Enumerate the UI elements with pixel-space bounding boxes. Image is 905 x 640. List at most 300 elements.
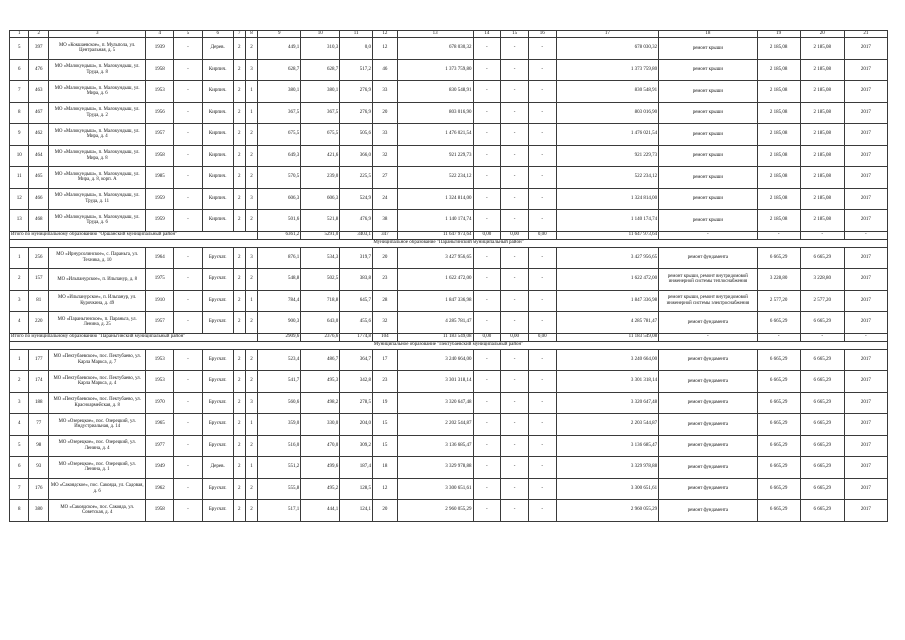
table-cell: 645,7 bbox=[340, 290, 373, 312]
table-cell: 8 bbox=[10, 102, 29, 124]
table-cell: 2 bbox=[233, 371, 245, 393]
table-row bbox=[10, 247, 888, 269]
table-cell: 2017 bbox=[844, 371, 887, 393]
table-cell: 188 bbox=[29, 392, 48, 414]
table-cell: 2 bbox=[245, 478, 257, 500]
table-cell: 524,9 bbox=[340, 188, 373, 210]
table-cell: 46 bbox=[373, 59, 398, 81]
table-cell: 2017 bbox=[844, 500, 887, 522]
address-cell: МО «Озерецкое», пос. Озерецкий, ул. Ленина, д. 4 bbox=[48, 435, 145, 457]
table-cell: 2017 bbox=[844, 59, 887, 81]
table-cell: 3 bbox=[10, 392, 29, 414]
table-row bbox=[10, 38, 888, 60]
table-cell: - bbox=[174, 392, 203, 414]
table-row bbox=[10, 59, 888, 81]
table-cell: 10 bbox=[10, 145, 29, 167]
table-cell: 6 665,29 bbox=[800, 500, 844, 522]
table-cell: 6 665,29 bbox=[800, 371, 844, 393]
table-cell: 2 bbox=[233, 38, 245, 60]
table-cell: - bbox=[501, 167, 529, 189]
table-cell: 560,6 bbox=[258, 392, 301, 414]
column-number-cell: 17 bbox=[556, 31, 659, 38]
table-cell: - bbox=[501, 371, 529, 393]
table-cell: 2 185,08 bbox=[757, 102, 800, 124]
table-cell: 2 bbox=[233, 349, 245, 371]
table-cell: 3 136 685,47 bbox=[397, 435, 473, 457]
table-cell: 2 bbox=[233, 435, 245, 457]
table-cell: 1959 bbox=[146, 188, 174, 210]
table-cell: 495,2 bbox=[301, 478, 340, 500]
table-cell: 5 bbox=[10, 38, 29, 60]
table-cell: 3 240 664,00 bbox=[397, 349, 473, 371]
total-label: Итого по муниципальному образованию "Параньгинский муниципальный район" bbox=[10, 333, 258, 341]
table-cell: 517,2 bbox=[340, 59, 373, 81]
table-cell: 2 185,08 bbox=[757, 210, 800, 232]
table-row bbox=[10, 210, 888, 232]
table-cell: - bbox=[174, 210, 203, 232]
table-cell: - bbox=[473, 210, 501, 232]
table-cell: 23 bbox=[373, 269, 398, 291]
table-cell: 517,1 bbox=[258, 500, 301, 522]
table-cell: 3 427 956,65 bbox=[556, 247, 659, 269]
table-cell: - bbox=[501, 124, 529, 146]
table-cell: 6 665,29 bbox=[757, 414, 800, 436]
table-cell: - bbox=[473, 81, 501, 103]
table-cell: - bbox=[473, 457, 501, 479]
table-cell: 6 bbox=[10, 457, 29, 479]
table-cell: 2017 bbox=[844, 392, 887, 414]
table-cell: 803 016,90 bbox=[397, 102, 473, 124]
table-cell: 628,7 bbox=[301, 59, 340, 81]
table-cell: 1958 bbox=[146, 59, 174, 81]
work-type-cell: ремонт крыши bbox=[659, 102, 757, 124]
work-type-cell: ремонт фундамента bbox=[659, 312, 757, 334]
table-cell: 157 bbox=[29, 269, 48, 291]
column-number-cell: 9 bbox=[258, 31, 301, 38]
table-cell: 124,1 bbox=[340, 500, 373, 522]
table-cell: - bbox=[501, 81, 529, 103]
table-cell: 2017 bbox=[844, 102, 887, 124]
total-cell: 0,00 bbox=[501, 231, 529, 239]
table-cell: 1958 bbox=[146, 145, 174, 167]
work-type-cell: ремонт крыши bbox=[659, 210, 757, 232]
table-cell: 6 665,29 bbox=[800, 457, 844, 479]
table-cell: 6 665,29 bbox=[757, 371, 800, 393]
work-type-cell: ремонт фундамента bbox=[659, 435, 757, 457]
table-cell: 32 bbox=[373, 312, 398, 334]
work-type-cell: ремонт крыши bbox=[659, 38, 757, 60]
table-cell: - bbox=[528, 371, 556, 393]
table-cell: - bbox=[174, 59, 203, 81]
table-cell: 383,8 bbox=[340, 269, 373, 291]
table-cell: 187,4 bbox=[340, 457, 373, 479]
address-cell: МО «Параньгинское», п. Параньга, ул. Ленина, д. 25 bbox=[48, 312, 145, 334]
table-cell: 2017 bbox=[844, 435, 887, 457]
table-cell: 6 665,29 bbox=[757, 435, 800, 457]
table-cell: 20 bbox=[373, 500, 398, 522]
table-cell: - bbox=[473, 414, 501, 436]
table-cell: 367,5 bbox=[301, 102, 340, 124]
total-cell: 2376,6 bbox=[301, 333, 340, 341]
table-cell: 2 bbox=[233, 269, 245, 291]
table-cell: 455,6 bbox=[340, 312, 373, 334]
work-type-cell: ремонт фундамента bbox=[659, 500, 757, 522]
table-cell: 467 bbox=[29, 102, 48, 124]
table-cell: 13 bbox=[10, 210, 29, 232]
table-cell: 2 185,08 bbox=[800, 59, 844, 81]
table-cell: 319,7 bbox=[340, 247, 373, 269]
table-cell: Кирпич. bbox=[202, 145, 233, 167]
table-cell: 830 548,91 bbox=[397, 81, 473, 103]
table-cell: 2017 bbox=[844, 188, 887, 210]
table-cell: 2 bbox=[233, 500, 245, 522]
table-cell: 486,7 bbox=[301, 349, 340, 371]
total-cell: 11 183 549,08 bbox=[397, 333, 473, 341]
table-row bbox=[10, 269, 888, 291]
table-cell: 6 665,29 bbox=[757, 247, 800, 269]
table-cell: 1 bbox=[10, 349, 29, 371]
table-cell: 2 bbox=[233, 59, 245, 81]
total-label: Итого по муниципальному образованию "Оршанский муниципальный район" bbox=[10, 231, 258, 239]
table-cell: 6 665,29 bbox=[800, 312, 844, 334]
table-cell: 15 bbox=[373, 435, 398, 457]
table-cell: 1975 bbox=[146, 269, 174, 291]
table-row bbox=[10, 435, 888, 457]
table-cell: - bbox=[528, 435, 556, 457]
table-cell: 380,1 bbox=[301, 81, 340, 103]
table-cell: 93 bbox=[29, 457, 48, 479]
table-cell: - bbox=[528, 188, 556, 210]
table-row bbox=[10, 102, 888, 124]
table-cell: - bbox=[501, 435, 529, 457]
table-cell: Кирпич. bbox=[202, 210, 233, 232]
total-cell: - bbox=[844, 333, 887, 341]
table-cell: 3 301 318,14 bbox=[397, 371, 473, 393]
table-cell: 501,6 bbox=[258, 210, 301, 232]
table-cell: 675,5 bbox=[258, 124, 301, 146]
work-type-cell: ремонт фундамента bbox=[659, 371, 757, 393]
total-cell: 1774,8 bbox=[340, 333, 373, 341]
table-cell: 2 bbox=[233, 247, 245, 269]
table-cell: 98 bbox=[29, 435, 48, 457]
table-cell: 1 bbox=[10, 247, 29, 269]
table-cell: Брусчат. bbox=[202, 435, 233, 457]
table-row bbox=[10, 145, 888, 167]
table-cell: 1956 bbox=[146, 102, 174, 124]
table-cell: 5 bbox=[10, 435, 29, 457]
table-cell: 522 234,12 bbox=[556, 167, 659, 189]
address-cell: МО «Ирнурсолинское», с. Параньга, ул. Техника, д. 10 bbox=[48, 247, 145, 269]
work-type-cell: ремонт фундамента bbox=[659, 349, 757, 371]
table-cell: 6 665,29 bbox=[800, 349, 844, 371]
total-cell: 5291,0 bbox=[301, 231, 340, 239]
table-cell: - bbox=[174, 435, 203, 457]
table-cell: 1 847 336,98 bbox=[556, 290, 659, 312]
table-cell: 1958 bbox=[146, 500, 174, 522]
table-cell: - bbox=[501, 349, 529, 371]
table-cell: 2 bbox=[10, 371, 29, 393]
address-cell: МО «Малокундыш», п. Малокундыш, ул. Труда, д. 11 bbox=[48, 188, 145, 210]
municipality-total-row bbox=[10, 231, 888, 239]
table-cell: 462 bbox=[29, 124, 48, 146]
table-cell: 2017 bbox=[844, 349, 887, 371]
table-cell: 784,4 bbox=[258, 290, 301, 312]
table-cell: 6 665,29 bbox=[800, 247, 844, 269]
table-cell: - bbox=[528, 145, 556, 167]
table-cell: - bbox=[174, 349, 203, 371]
table-cell: 225,5 bbox=[340, 167, 373, 189]
table-cell: - bbox=[528, 102, 556, 124]
table-cell: 476 bbox=[29, 59, 48, 81]
table-cell: 463 bbox=[29, 81, 48, 103]
table-cell: 2 bbox=[245, 312, 257, 334]
work-type-cell: ремонт крыши, ремонт внутридомовой инженерной системы электроснабжения bbox=[659, 290, 757, 312]
work-type-cell: ремонт фундамента bbox=[659, 457, 757, 479]
table-cell: 523,4 bbox=[258, 349, 301, 371]
table-cell: 2 bbox=[233, 414, 245, 436]
municipality-section-row bbox=[10, 239, 888, 247]
table-cell: 276,9 bbox=[340, 81, 373, 103]
table-cell: - bbox=[174, 81, 203, 103]
address-cell: МО «Малокундыш», п. Малокундыш, ул. Мира, д. 8 bbox=[48, 145, 145, 167]
table-cell: 2 bbox=[233, 210, 245, 232]
address-cell: МО «Ильпанурское», п. Ильпанур, д. 8 bbox=[48, 269, 145, 291]
table-cell: 3 bbox=[245, 247, 257, 269]
table-cell: 499,6 bbox=[301, 457, 340, 479]
table-cell: 276,9 bbox=[340, 102, 373, 124]
table-cell: 1910 bbox=[146, 290, 174, 312]
table-cell: 6 bbox=[10, 59, 29, 81]
table-cell: 1 373 759,80 bbox=[397, 59, 473, 81]
table-cell: 2 185,08 bbox=[757, 38, 800, 60]
work-type-cell: ремонт крыши bbox=[659, 167, 757, 189]
table-cell: 0,0 bbox=[340, 38, 373, 60]
table-cell: 2 960 055,29 bbox=[556, 500, 659, 522]
table-row bbox=[10, 167, 888, 189]
table-cell: - bbox=[473, 167, 501, 189]
column-number-cell: 20 bbox=[800, 31, 844, 38]
table-cell: 397 bbox=[29, 38, 48, 60]
table-cell: 6 665,29 bbox=[800, 414, 844, 436]
column-number-cell: 12 bbox=[373, 31, 398, 38]
table-cell: 20 bbox=[373, 102, 398, 124]
table-cell: 367,5 bbox=[258, 102, 301, 124]
table-cell: 256 bbox=[29, 247, 48, 269]
table-cell: - bbox=[528, 210, 556, 232]
table-cell: 3 300 651,61 bbox=[556, 478, 659, 500]
total-cell: 0,00 bbox=[528, 333, 556, 341]
work-type-cell: ремонт крыши bbox=[659, 145, 757, 167]
column-number-cell: 8 bbox=[245, 31, 257, 38]
total-cell: - bbox=[800, 333, 844, 341]
table-cell: 2 bbox=[245, 124, 257, 146]
table-cell: - bbox=[473, 102, 501, 124]
total-cell: - bbox=[757, 231, 800, 239]
address-cell: МО «Озерецкое», пос. Озерецкий, ул. Ленина, д. 1 bbox=[48, 457, 145, 479]
table-cell: - bbox=[528, 312, 556, 334]
table-cell: Брусчат. bbox=[202, 371, 233, 393]
table-cell: 3 320 647,48 bbox=[556, 392, 659, 414]
table-cell: - bbox=[528, 124, 556, 146]
table-cell: 6 665,29 bbox=[800, 392, 844, 414]
table-cell: 2 185,08 bbox=[800, 102, 844, 124]
table-cell: 28 bbox=[373, 290, 398, 312]
table-cell: - bbox=[473, 145, 501, 167]
table-cell: 6 665,29 bbox=[757, 392, 800, 414]
table-cell: - bbox=[473, 59, 501, 81]
table-cell: Брусчат. bbox=[202, 500, 233, 522]
table-cell: 6 665,29 bbox=[800, 435, 844, 457]
table-cell: 2017 bbox=[844, 457, 887, 479]
table-cell: 921 229,73 bbox=[556, 145, 659, 167]
work-type-cell: ремонт фундамента bbox=[659, 414, 757, 436]
table-cell: 4 bbox=[10, 414, 29, 436]
table-cell: 1 622 472,00 bbox=[397, 269, 473, 291]
column-number-cell: 10 bbox=[301, 31, 340, 38]
total-cell: - bbox=[659, 231, 757, 239]
table-cell: 628,7 bbox=[258, 59, 301, 81]
table-cell: 534,3 bbox=[301, 247, 340, 269]
table-cell: 678 030,32 bbox=[556, 38, 659, 60]
total-cell: 0,00 bbox=[528, 231, 556, 239]
table-cell: 2 bbox=[245, 349, 257, 371]
table-cell: 470,0 bbox=[301, 435, 340, 457]
total-cell: 11 183 549,08 bbox=[556, 333, 659, 341]
table-cell: 649,3 bbox=[258, 145, 301, 167]
table-cell: 3 320 647,48 bbox=[397, 392, 473, 414]
table-cell: 444,1 bbox=[301, 500, 340, 522]
table-cell: - bbox=[501, 188, 529, 210]
address-cell: МО «Пектубаевское», пос. Пектубаево, ул. Карла Маркса, д. 4 bbox=[48, 371, 145, 393]
table-cell: 6 665,29 bbox=[757, 500, 800, 522]
table-cell: - bbox=[501, 392, 529, 414]
table-cell: 541,7 bbox=[258, 371, 301, 393]
table-cell: 1953 bbox=[146, 81, 174, 103]
table-cell: 1 373 759,80 bbox=[556, 59, 659, 81]
table-cell: - bbox=[174, 290, 203, 312]
table-cell: 6 665,29 bbox=[800, 478, 844, 500]
table-cell: 2017 bbox=[844, 167, 887, 189]
table-cell: 3 329 978,88 bbox=[556, 457, 659, 479]
table-cell: - bbox=[473, 392, 501, 414]
table-row bbox=[10, 414, 888, 436]
address-cell: МО «Кокшаевское», п. Мульпола, ул. Центральная, д. 5 bbox=[48, 38, 145, 60]
table-cell: 310,3 bbox=[301, 38, 340, 60]
table-cell: 1962 bbox=[146, 478, 174, 500]
table-cell: 3 bbox=[245, 59, 257, 81]
table-row bbox=[10, 81, 888, 103]
table-cell: - bbox=[501, 290, 529, 312]
table-cell: 3 300 651,61 bbox=[397, 478, 473, 500]
table-cell: - bbox=[528, 290, 556, 312]
table-cell: 1 324 814,00 bbox=[397, 188, 473, 210]
table-cell: 521,8 bbox=[301, 210, 340, 232]
table-cell: 3 228,80 bbox=[757, 269, 800, 291]
table-cell: 1 476 021,54 bbox=[556, 124, 659, 146]
address-cell: МО «Ильпанурское», п. Ильпанур, ул. Курочкина, д. 49 bbox=[48, 290, 145, 312]
total-cell: 2909,6 bbox=[258, 333, 301, 341]
table-cell: 505,6 bbox=[340, 124, 373, 146]
table-cell: 2 bbox=[233, 312, 245, 334]
table-cell: - bbox=[174, 500, 203, 522]
municipality-total-row bbox=[10, 333, 888, 341]
table-cell: - bbox=[473, 124, 501, 146]
table-cell: - bbox=[528, 247, 556, 269]
table-cell: 2017 bbox=[844, 145, 887, 167]
table-cell: Кирпич. bbox=[202, 188, 233, 210]
table-cell: 2 bbox=[233, 188, 245, 210]
table-cell: 476,9 bbox=[340, 210, 373, 232]
table-cell: 921 229,73 bbox=[397, 145, 473, 167]
table-cell: 498,2 bbox=[301, 392, 340, 414]
table-cell: - bbox=[528, 478, 556, 500]
table-cell: 2017 bbox=[844, 81, 887, 103]
table-cell: 177 bbox=[29, 349, 48, 371]
table-cell: 516,0 bbox=[258, 435, 301, 457]
table-cell: Брусчат. bbox=[202, 247, 233, 269]
address-cell: МО «Малокундыш», п. Малокундыш, ул. Труда, д. 6 bbox=[48, 210, 145, 232]
table-cell: 2 185,08 bbox=[800, 124, 844, 146]
total-cell: - bbox=[757, 333, 800, 341]
table-cell: 2 960 055,29 bbox=[397, 500, 473, 522]
table-cell: 17 bbox=[373, 349, 398, 371]
table-cell: 2 bbox=[245, 167, 257, 189]
table-cell: 2017 bbox=[844, 414, 887, 436]
table-cell: 7 bbox=[10, 81, 29, 103]
table-cell: 2 bbox=[245, 38, 257, 60]
table-cell: 555,8 bbox=[258, 478, 301, 500]
table-cell: 468 bbox=[29, 210, 48, 232]
table-cell: 2 bbox=[233, 145, 245, 167]
table-row bbox=[10, 312, 888, 334]
table-cell: 1 bbox=[245, 457, 257, 479]
table-cell: 803 016,90 bbox=[556, 102, 659, 124]
address-cell: МО «Озерецкое», пос. Озерецкий, ул. Индустриальная, д. 14 bbox=[48, 414, 145, 436]
table-cell: 128,5 bbox=[340, 478, 373, 500]
table-cell: 23 bbox=[373, 371, 398, 393]
table-cell: 2 185,08 bbox=[800, 38, 844, 60]
table-cell: 2 bbox=[233, 102, 245, 124]
table-cell: - bbox=[501, 414, 529, 436]
table-cell: 20 bbox=[373, 247, 398, 269]
table-cell: 24 bbox=[373, 188, 398, 210]
table-cell: 830 548,91 bbox=[556, 81, 659, 103]
column-number-cell: 18 bbox=[659, 31, 757, 38]
table-cell: 174 bbox=[29, 371, 48, 393]
table-cell: 1965 bbox=[146, 414, 174, 436]
table-cell: 1 140 174,74 bbox=[556, 210, 659, 232]
table-cell: - bbox=[473, 478, 501, 500]
table-cell: 2 185,08 bbox=[757, 59, 800, 81]
total-cell: - bbox=[800, 231, 844, 239]
table-cell: - bbox=[174, 414, 203, 436]
total-cell: - bbox=[844, 231, 887, 239]
table-cell: - bbox=[174, 247, 203, 269]
table-cell: 1 bbox=[245, 81, 257, 103]
work-type-cell: ремонт крыши bbox=[659, 188, 757, 210]
table-cell: 359,0 bbox=[258, 414, 301, 436]
table-cell: 1964 bbox=[146, 247, 174, 269]
work-type-cell: ремонт крыши, ремонт внутридомовой инженерной системы теплоснабжения bbox=[659, 269, 757, 291]
address-cell: МО «Сакоядское», пос. Сакояда, ул. Советская, д. 4 bbox=[48, 500, 145, 522]
table-cell: 678 030,32 bbox=[397, 38, 473, 60]
table-cell: 2 bbox=[233, 392, 245, 414]
column-number-cell: 2 bbox=[29, 31, 48, 38]
table-cell: 1957 bbox=[146, 124, 174, 146]
table-cell: Кирпич. bbox=[202, 81, 233, 103]
table-cell: 1 476 021,54 bbox=[397, 124, 473, 146]
column-number-cell: 13 bbox=[397, 31, 473, 38]
